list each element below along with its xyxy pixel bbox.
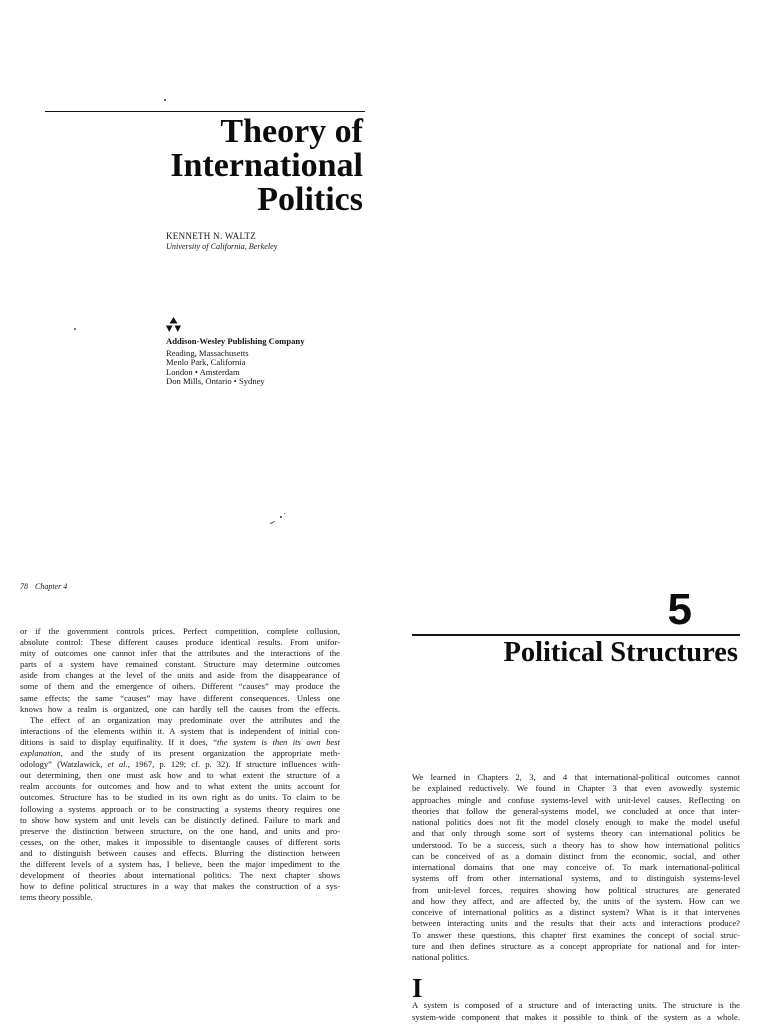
title-line: Theory of (220, 113, 363, 150)
text-run: ditions is said to display equifinality. If it does, “ (20, 736, 218, 747)
body-text-line (20, 737, 340, 748)
body-text-line: system-wide component that makes it possible to think of the system as a whole. (412, 1011, 740, 1022)
body-text-line: same effects; the same “causes” may have different consequences. Unless one (20, 692, 340, 703)
body-text-line: following a systems approach or to be constructing a systems theory requires one (20, 803, 340, 814)
title-rule (45, 111, 365, 112)
body-text-line: To answer these questions, this chapter first examines the concept of social struc- (412, 929, 740, 940)
body-text-line: absolute control: These different causes produce identical results. From unifor- (20, 637, 340, 648)
body-text-line: can be conceived of as a domain distinct from the economic, social, and other (412, 850, 740, 861)
running-head (20, 582, 67, 591)
left-page-body-text (20, 626, 340, 903)
scan-speck (164, 99, 166, 101)
body-text-line: tems theory possible. (20, 892, 93, 903)
scan-speck (284, 513, 285, 514)
body-text-line: knows how a realm is organized, one can hardly tell the causes from the effects. (20, 703, 340, 714)
body-text-line (20, 759, 340, 770)
publisher-cities (166, 349, 265, 386)
publisher-logo-icon (165, 317, 182, 333)
body-text-line: approaches mingle and confuse systems-level with unit-level causes. Reflecting on (412, 794, 740, 805)
running-head-page-number: 78 (20, 582, 28, 591)
body-text-line: how to define political structures in a way that makes the construction of a sys- (20, 881, 340, 892)
body-text-line: aside from changes at the level of the units and aside from the disappearance of (20, 670, 340, 681)
body-text-line: parts of a system have remained constant. Structure may determine outcomes (20, 659, 340, 670)
scan-speck (74, 328, 76, 330)
body-text-line: theories that follow the general-systems model, we concluded at once that inter- (412, 805, 740, 816)
body-text-line: and to distinguish between causes and effects. Blurring the distinction between (20, 847, 340, 858)
chapter-rule (412, 634, 740, 636)
publisher-name: Addison-Wesley Publishing Company (166, 336, 305, 346)
text-run: and the study of its present organization the appropriate meth- (62, 748, 340, 759)
body-text-line: The effect of an organization may predominate over the attributes and the (30, 714, 340, 725)
italic-text-run: the system is then its own best (217, 736, 340, 747)
author-affiliation: University of California, Berkeley (166, 242, 278, 251)
title-line: Politics (257, 181, 363, 218)
body-text-line: systems off from other international systems, and to distinguish systems-level (412, 873, 740, 884)
publisher-city-line: Menlo Park, California (166, 357, 246, 368)
body-text-line: development of theories about international politics. The next chapter shows (20, 870, 340, 881)
title-line: International (170, 147, 363, 184)
body-text-line: some of them and the emergence of others. Different “causes” may produce the (20, 681, 340, 692)
scan-speck (270, 521, 275, 524)
publisher-city-line: London • Amsterdam (166, 366, 240, 377)
body-text-line: international domains that one may conceive of. To mark international-political (412, 862, 740, 872)
body-text-line: national politics does not fit the model closely enough to make the model useful (412, 817, 740, 827)
text-run: odology” (Watzlawick, (20, 759, 108, 770)
body-text-line: out determining, then one must ask how and to what extent the structure of a (20, 770, 340, 781)
body-text-line: We learned in Chapters 2, 3, and 4 that international-political outcomes cannot (412, 772, 740, 782)
chapter-intro-text (412, 772, 740, 963)
body-text-line: ture and then defines structure as a concept appropriate for national and for inter- (412, 940, 740, 951)
publisher-city-line: Don Mills, Ontario • Sydney (166, 375, 265, 386)
body-text-line: conceive of international politics as a distinct system? What is it that intervenes (412, 907, 740, 917)
body-text-line: and how they affect, and are affected by, the units of the system. How can we (412, 895, 740, 906)
body-text-line (20, 748, 340, 759)
body-text-line: national politics. (412, 952, 470, 962)
chapter-title: Political Structures (503, 637, 738, 668)
body-text-line: between interacting units and the results that their acts and interactions produce? (412, 918, 740, 929)
body-text-line: mity of outcomes one cannot infer that the attributes and the interactions of the (20, 648, 340, 659)
publisher-city-line: Reading, Massachusetts (166, 348, 249, 358)
body-text-line: A system is composed of a structure and of interacting units. The structure is the (412, 1000, 740, 1010)
section-body-text (412, 1000, 740, 1023)
italic-text-run: explanation, (20, 748, 63, 759)
author-name: KENNETH N. WALTZ (166, 231, 257, 241)
body-text-line: and that only through some sort of systems theory can international politics be (412, 828, 740, 839)
running-head-chapter: Chapter 4 (35, 582, 68, 591)
scan-speck (280, 516, 282, 518)
body-text-line: cesses, on the other, makes it impossible to disentangle causes of different sorts (20, 836, 340, 847)
section-numeral: I (412, 973, 423, 1003)
body-text-line: interactions of the elements within it. A system that is independent of initial con- (20, 725, 340, 736)
book-title (45, 115, 363, 217)
body-text-line: realm accounts for outcomes and how and to what extent the units account for (20, 781, 340, 792)
body-text-line: be explained reductively. We found in Chapter 3 that even avowedly systemic (412, 783, 740, 794)
italic-text-run: et al. (107, 759, 128, 770)
body-text-line: the different levels of a system has, I believe, been the major impediment to the (20, 858, 340, 869)
body-text-line: from unit-level forces, requires showing how political structures are generated (412, 884, 740, 895)
body-text-line: understood. To be a success, such a theory has to show how international politics (412, 839, 740, 850)
chapter-number: 5 (667, 585, 692, 634)
text-run: , 1967, p. 129; cf. p. 32). If structure influences with- (127, 759, 341, 770)
body-text-line: preserve the distinction between structure, on the one hand, and units and pro- (20, 825, 340, 836)
body-text-line: outcomes. Structure has to be studied in its own right as do units. To claim to be (20, 792, 340, 803)
body-text-line: or if the government controls prices. Perfect competition, complete collusion, (20, 626, 340, 636)
body-text-line: to show how system and unit levels can be distinctly defined. Failure to mark and (20, 814, 340, 825)
